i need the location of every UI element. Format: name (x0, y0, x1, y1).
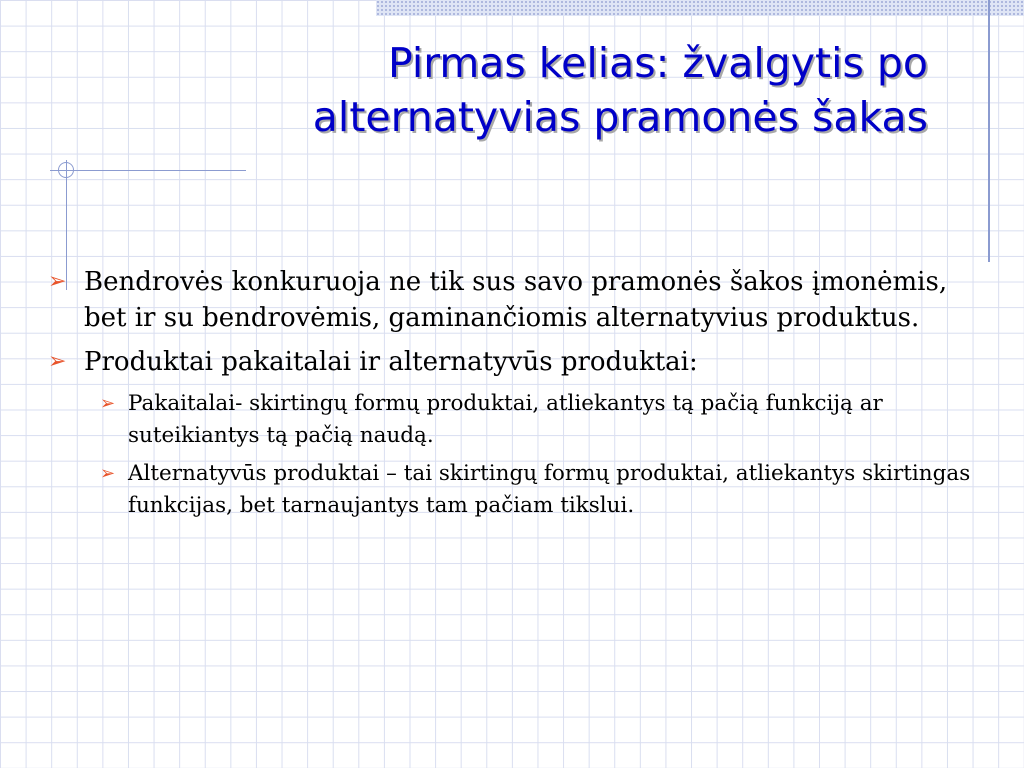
sub-bullet-text: Alternatyvūs produktai – tai skirtingų formų produktai, atliekantys skirtingas funkcijas, bet tarnaujantys tam pačiam tikslui. (128, 461, 971, 518)
bullet-item (44, 344, 994, 380)
sub-bullet-item (84, 388, 994, 452)
sub-bullet-group (44, 388, 994, 522)
arrow-right-icon: ➢ (48, 269, 67, 294)
sub-bullet-item (84, 458, 994, 522)
title-underline-rule (50, 170, 246, 171)
corner-ring-ornament (58, 162, 74, 178)
slide-title-line-1: Pirmas kelias: žvalgytis po (388, 39, 928, 87)
sub-bullet-list (44, 388, 994, 522)
sub-bullet-text: Pakaitalai- skirtingų formų produktai, atliekantys tą pačią funkciją ar suteikiantys tą pačią naudą. (128, 391, 883, 448)
bullet-text: Bendrovės konkuruoja ne tik sus savo pramonės šakos įmonėmis, bet ir su bendrovėmis, gaminančiomis alternatyvius produktus. (84, 267, 948, 333)
bullet-text: Produktai pakaitalai ir alternatyvūs produktai: (84, 347, 698, 377)
arrow-right-icon: ➢ (48, 349, 67, 374)
right-accent-rule (988, 0, 990, 262)
bullet-item (44, 264, 994, 336)
bullet-list (44, 264, 994, 528)
top-decorative-band (376, 0, 1024, 16)
slide-title (150, 36, 928, 144)
arrow-right-icon: ➢ (100, 463, 116, 484)
arrow-right-icon: ➢ (100, 393, 116, 414)
slide-title-line-2: alternatyvias pramonės šakas (312, 93, 928, 141)
